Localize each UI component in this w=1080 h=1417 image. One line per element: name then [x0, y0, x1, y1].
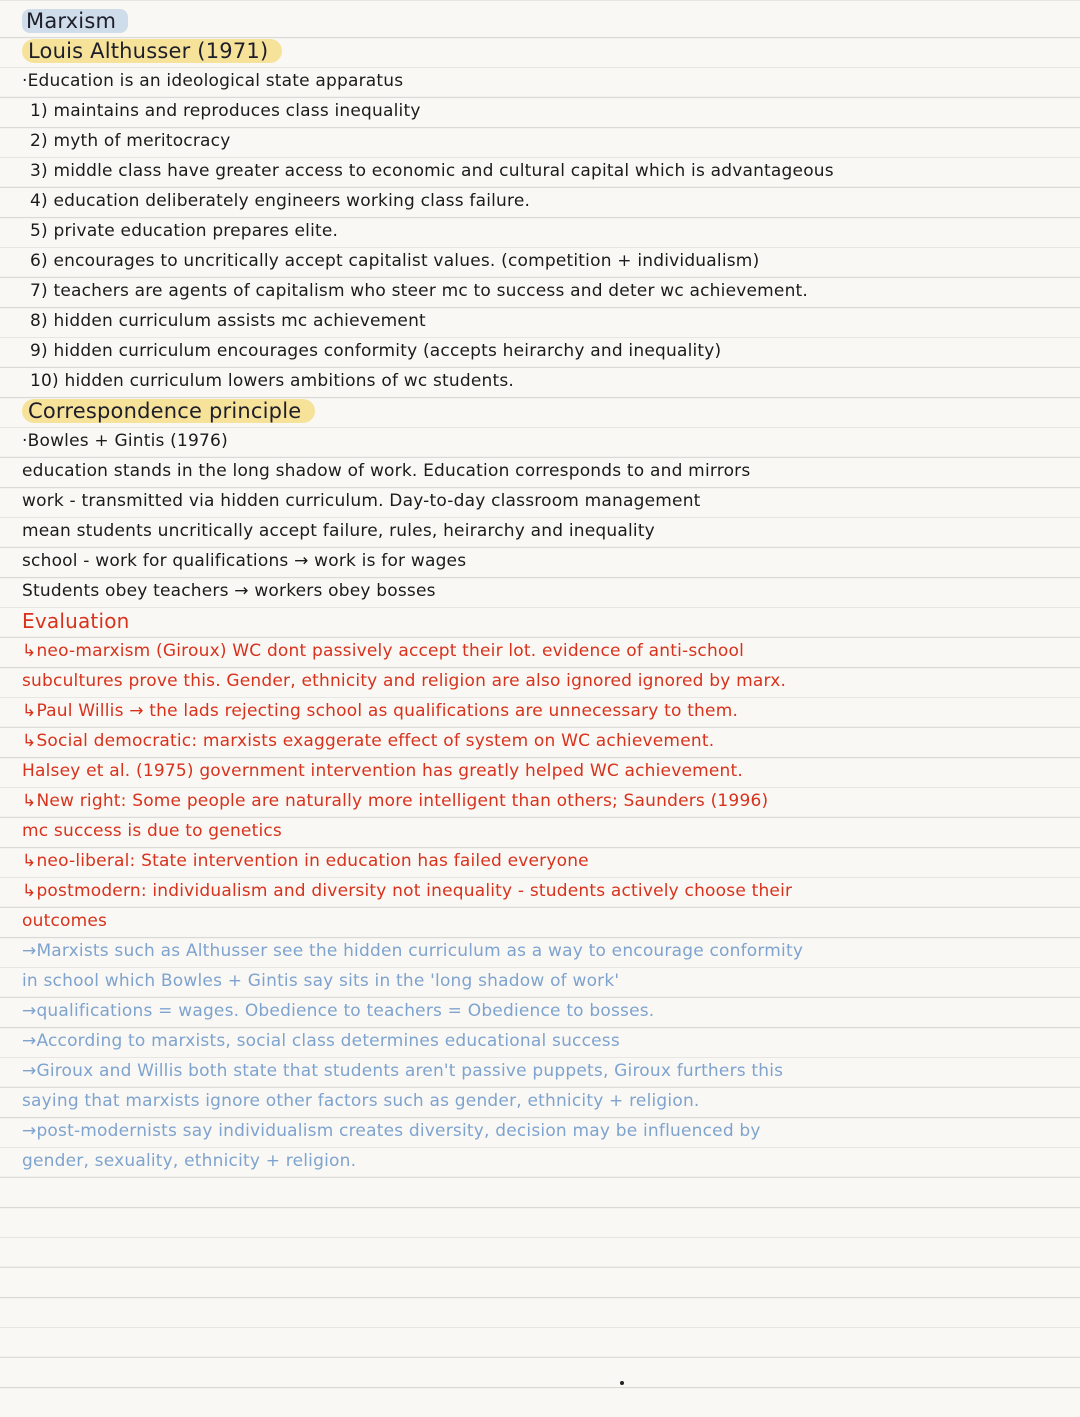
blue-note-text: →Marxists such as Althusser see the hidden curriculum as a way to encourage conformity — [22, 941, 804, 961]
note-line — [22, 36, 1068, 66]
black-note-text: 6) encourages to uncritically accept capitalist values. (competition + individualism) — [30, 251, 760, 271]
red-note-text: ↳neo-marxism (Giroux) WC dont passively accept their lot. evidence of anti-school — [22, 641, 745, 661]
note-line — [22, 1116, 1068, 1146]
evaluation-heading: Evaluation — [22, 609, 130, 633]
red-note-text: ↳Paul Willis → the lads rejecting school as qualifications are unnecessary to them. — [22, 701, 739, 721]
note-line — [22, 876, 1068, 906]
black-note-text: 3) middle class have greater access to economic and cultural capital which is advantageous — [30, 161, 834, 181]
note-line — [22, 66, 1068, 96]
black-note-text: Students obey teachers → workers obey bosses — [22, 581, 436, 601]
blue-note-text: →post-modernists say individualism creates diversity, decision may be influenced by — [22, 1121, 761, 1141]
red-note-text: ↳postmodern: individualism and diversity not inequality - students actively choose their — [22, 881, 793, 901]
note-line — [22, 516, 1068, 546]
black-note-text: education stands in the long shadow of work. Education corresponds to and mirrors — [22, 461, 751, 481]
note-line — [22, 186, 1068, 216]
note-line — [22, 216, 1068, 246]
note-line — [22, 1056, 1068, 1086]
section-heading: Louis Althusser (1971) — [22, 39, 282, 63]
note-line — [22, 246, 1068, 276]
red-note-text: mc success is due to genetics — [22, 821, 282, 841]
black-note-text: 1) maintains and reproduces class inequality — [30, 101, 421, 121]
black-note-text: 8) hidden curriculum assists mc achievement — [30, 311, 426, 331]
black-note-text: 7) teachers are agents of capitalism who steer mc to success and deter wc achievement. — [30, 281, 809, 301]
note-line — [22, 126, 1068, 156]
black-note-text: 5) private education prepares elite. — [30, 221, 339, 241]
blue-note-text: →qualifications = wages. Obedience to teachers = Obedience to bosses. — [22, 1001, 655, 1021]
red-note-text: outcomes — [22, 911, 108, 931]
red-note-text: ↳Social democratic: marxists exaggerate effect of system on WC achievement. — [22, 731, 715, 751]
black-note-text: 2) myth of meritocracy — [30, 131, 231, 151]
note-line — [22, 306, 1068, 336]
black-note-text: work - transmitted via hidden curriculum. Day-to-day classroom management — [22, 491, 701, 511]
note-line — [22, 996, 1068, 1026]
red-note-text: Halsey et al. (1975) government intervention has greatly helped WC achievement. — [22, 761, 744, 781]
section-heading: Correspondence principle — [22, 399, 315, 423]
note-line — [22, 576, 1068, 606]
ink-dot — [620, 1381, 624, 1385]
note-line — [22, 1026, 1068, 1056]
note-line — [22, 726, 1068, 756]
black-note-text: 10) hidden curriculum lowers ambitions of wc students. — [30, 371, 515, 391]
blue-note-text: saying that marxists ignore other factors such as gender, ethnicity + religion. — [22, 1091, 700, 1111]
note-line — [22, 456, 1068, 486]
note-line — [22, 606, 1068, 636]
title-line — [22, 6, 1068, 36]
red-note-text: ↳neo-liberal: State intervention in education has failed everyone — [22, 851, 589, 871]
note-line — [22, 786, 1068, 816]
page-title: Marxism — [22, 9, 128, 33]
black-note-text: ·Education is an ideological state apparatus — [22, 71, 404, 91]
note-line — [22, 756, 1068, 786]
note-line — [22, 1146, 1068, 1176]
note-line — [22, 426, 1068, 456]
note-line — [22, 666, 1068, 696]
blue-note-text: →Giroux and Willis both state that students aren't passive puppets, Giroux furthers this — [22, 1061, 784, 1081]
note-line — [22, 696, 1068, 726]
note-line — [22, 336, 1068, 366]
blue-note-text: in school which Bowles + Gintis say sits in the 'long shadow of work' — [22, 971, 620, 991]
note-line — [22, 966, 1068, 996]
note-line — [22, 816, 1068, 846]
note-line — [22, 906, 1068, 936]
note-line — [22, 936, 1068, 966]
red-note-text: subcultures prove this. Gender, ethnicity and religion are also ignored ignored by marx. — [22, 671, 787, 691]
note-line — [22, 396, 1068, 426]
note-line — [22, 96, 1068, 126]
black-note-text: mean students uncritically accept failure, rules, heirarchy and inequality — [22, 521, 655, 541]
red-note-text: ↳New right: Some people are naturally more intelligent than others; Saunders (1996) — [22, 791, 769, 811]
note-line — [22, 366, 1068, 396]
note-line — [22, 546, 1068, 576]
note-line — [22, 486, 1068, 516]
notes-body — [22, 6, 1068, 1176]
note-line — [22, 276, 1068, 306]
note-line — [22, 846, 1068, 876]
black-note-text: 9) hidden curriculum encourages conformity (accepts heirarchy and inequality) — [30, 341, 722, 361]
black-note-text: school - work for qualifications → work is for wages — [22, 551, 467, 571]
blue-note-text: →According to marxists, social class determines educational success — [22, 1031, 620, 1051]
note-line — [22, 1086, 1068, 1116]
note-line — [22, 156, 1068, 186]
black-note-text: 4) education deliberately engineers working class failure. — [30, 191, 531, 211]
note-line — [22, 636, 1068, 666]
blue-note-text: gender, sexuality, ethnicity + religion. — [22, 1151, 357, 1171]
black-note-text: ·Bowles + Gintis (1976) — [22, 431, 228, 451]
